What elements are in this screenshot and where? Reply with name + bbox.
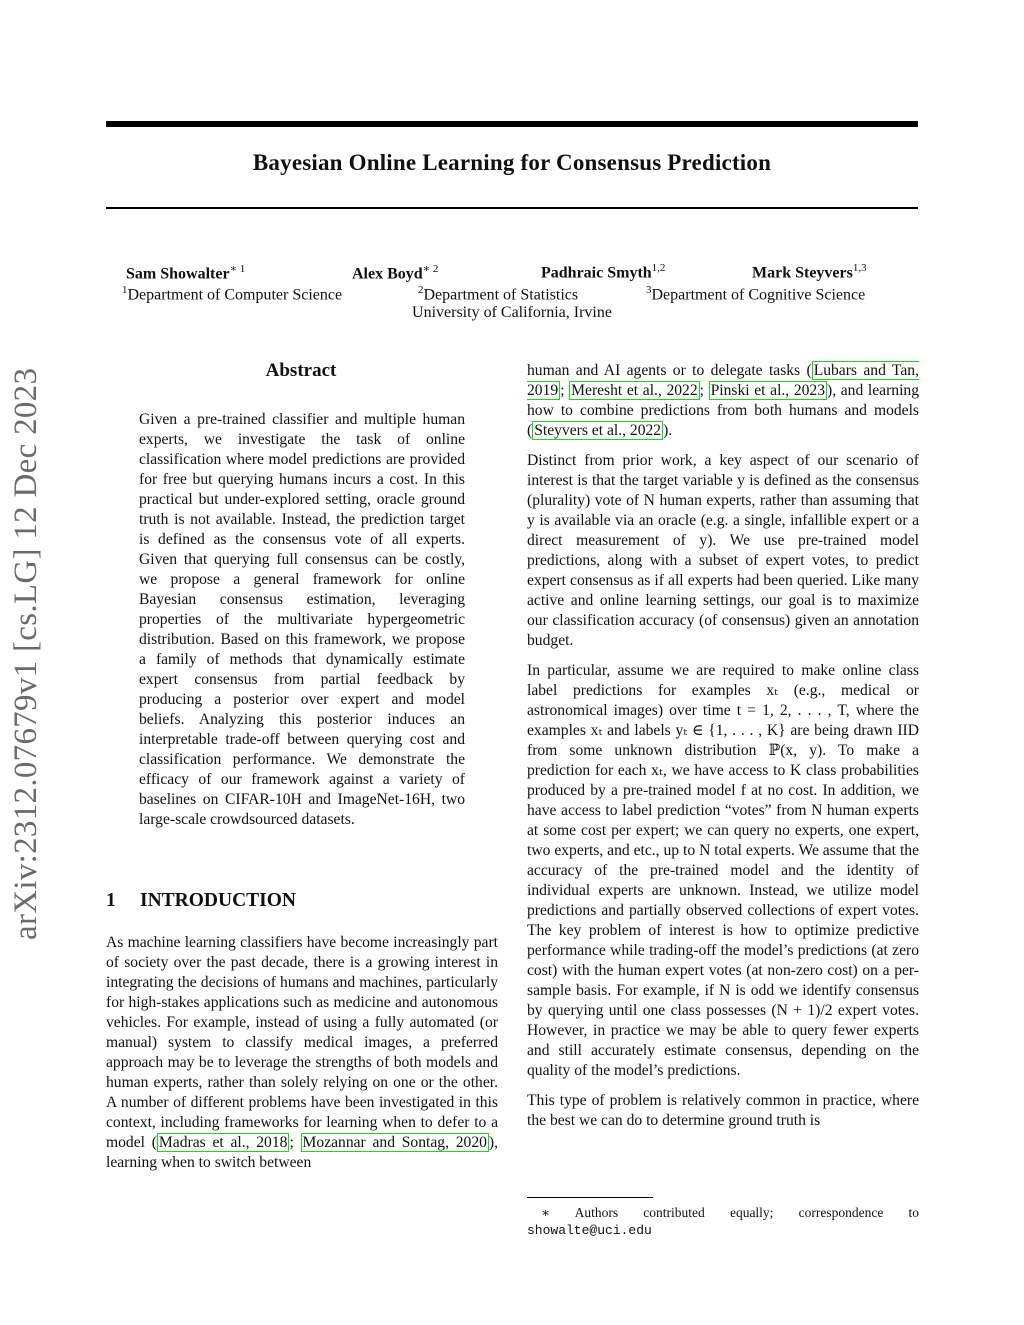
paper-title: Bayesian Online Learning for Consensus Prediction (252, 150, 772, 175)
university: University of California, Irvine (412, 304, 612, 321)
citation-link[interactable]: Steyvers et al., 2022 (534, 422, 662, 439)
paragraph-text: ), learning when to switch between (106, 1134, 499, 1171)
footnote-rule (527, 1197, 653, 1198)
section-number: 1 (106, 890, 116, 911)
intro-left-column (106, 933, 498, 1173)
author-3 (541, 262, 665, 282)
citation-link[interactable]: Mozannar and Sontag, 2020 (302, 1134, 487, 1151)
affiliation-sup: 1 (122, 284, 128, 296)
intro-paragraph-2: Distinct from prior work, a key aspect of our scenario of interest is that the target variable y is defined as the consensus (plurality) vote of N human experts, rather than assuming that y is available via an oracle (e.g. a single, infallible expert or a direct measurement of y). We use pre-trained model predictions, along with a subset of expert votes, to predict expert consensus as if all experts had been queried. Like many active and online learning settings, our goal is to maximize our classification accuracy (of consensus) given an annotation budget. (527, 452, 919, 649)
affiliation-text: Department of Statistics (423, 286, 579, 304)
affiliation-sup: 3 (646, 284, 652, 296)
author-sup: ∗ 2 (422, 263, 439, 275)
author-name: Padhraic Smyth (541, 264, 652, 282)
author-2 (352, 262, 438, 283)
intro-paragraph-3: In particular, assume we are required to make online class label predictions for examples xₜ (e.g., medical or astronomical images) over time t = 1, 2, . . . , T, where the examples xₜ and labels yₜ ∈ {1, . . . , K} are being drawn IID from some unknown distribution ℙ(x, y). To make a prediction for each xₜ, we have access to K class probabilities produced by a pre-trained model f at no cost. In addition, we have access to label prediction “votes” from N human experts at some cost per expert; we can query no experts, one expert, two experts, and etc., up to N total experts. We assume that the accuracy of the pre-trained model and the identity of individual experts are unknown. Instead, we utilize model predictions and partially observed collections of expert votes. The key problem of interest is how to optimize predictive performance while trading-off the model’s predictions (at zero cost) with the human expert votes (at non-zero cost) on a per-sample basis. For example, if N is odd we identify consensus by querying until one class possesses (N + 1)/2 expert votes. However, in practice we may be able to query fewer experts and still accurately estimate consensus, depending on the quality of the model’s predictions. (527, 662, 919, 1079)
paragraph-text: human and AI agents or to delegate tasks ( (527, 362, 812, 379)
citation-link[interactable]: Pinski et al., 2023 (710, 382, 826, 399)
abstract-heading: Abstract (265, 360, 337, 381)
paragraph-text: ), and learning how to combine predictions from both humans and models ( (527, 382, 919, 439)
affiliation-2 (418, 284, 578, 304)
affiliation-1 (122, 284, 342, 304)
intro-right-column (527, 361, 919, 1141)
section-title: INTRODUCTION (140, 890, 297, 911)
affiliation-text: Department of Cognitive Science (651, 286, 866, 304)
citation-separator: ; (699, 382, 709, 399)
intro-paragraph-1 (106, 933, 498, 1173)
title-bottom-rule (106, 207, 918, 209)
affiliation-sup: 2 (418, 284, 424, 296)
affiliation-3 (646, 284, 865, 304)
citation-link[interactable]: Madras et al., 2018 (158, 1134, 288, 1151)
author-name: Sam Showalter (126, 265, 230, 283)
footnote-mark: ∗ (541, 1205, 551, 1220)
author-sup: ∗ 1 (229, 263, 246, 275)
author-name: Mark Steyvers (752, 264, 853, 282)
paragraph-text: ). (663, 422, 673, 439)
paragraph-text: As machine learning classifiers have become increasingly part of society over the past decade, there is a growing interest in integrating the decisions of humans and machines, particularly for high-stakes applications such as medicine and autonomous vehicles. For example, instead of using a fully automated (or manual) system to classify medical images, a preferred approach may be to leverage the strengths of both models and human experts, rather than solely relying on one or the other. A number of different problems have been investigated in this context, including frameworks for learning when to defer to a model ( (106, 934, 498, 1151)
arxiv-identifier: arXiv:2312.07679v1 [cs.LG] 12 Dec 2023 (8, 367, 44, 940)
citation-separator: ; (289, 1134, 301, 1151)
author-4 (752, 262, 867, 282)
author-sup: 1,3 (852, 262, 867, 274)
email-link[interactable]: showalte@uci.edu (527, 1223, 652, 1238)
intro-paragraph-4: This type of problem is relatively common in practice, where the best we can do to determine ground truth is (527, 1092, 919, 1129)
intro-paragraph-1-cont (527, 361, 919, 441)
author-name: Alex Boyd (352, 265, 423, 283)
citation-separator: ; (560, 382, 570, 399)
footnote-text: Authors contributed equally; correspondence to (574, 1205, 919, 1220)
author-sup: 1,2 (651, 262, 666, 274)
abstract-text: Given a pre-trained classifier and multiple human experts, we investigate the task of online classification where model predictions are provided for free but querying humans incurs a cost. In this practical but under-explored setting, oracle ground truth is not available. Instead, the prediction target is defined as the consensus vote of all experts. Given that querying full consensus can be costly, we propose a general framework for online Bayesian consensus estimation, leveraging properties of the multivariate hypergeometric distribution. Based on this framework, we propose a family of methods that dynamically estimate expert consensus from partial feedback by producing a posterior over expert and model beliefs. Analyzing this posterior induces an interpretable trade-off between querying cost and classification performance. We demonstrate the efficacy of our framework against a variety of baselines on CIFAR-10H and ImageNet-16H, two large-scale crowdsourced datasets. (139, 411, 465, 828)
affiliation-text: Department of Computer Science (127, 286, 343, 304)
footnote (527, 1204, 919, 1239)
title-top-rule (106, 121, 918, 127)
citation-link[interactable]: Meresht et al., 2022 (571, 382, 698, 399)
citation-link[interactable]: Lubars and Tan, 2019 (527, 362, 919, 399)
author-1 (126, 262, 245, 283)
section-heading-introduction (106, 890, 296, 912)
